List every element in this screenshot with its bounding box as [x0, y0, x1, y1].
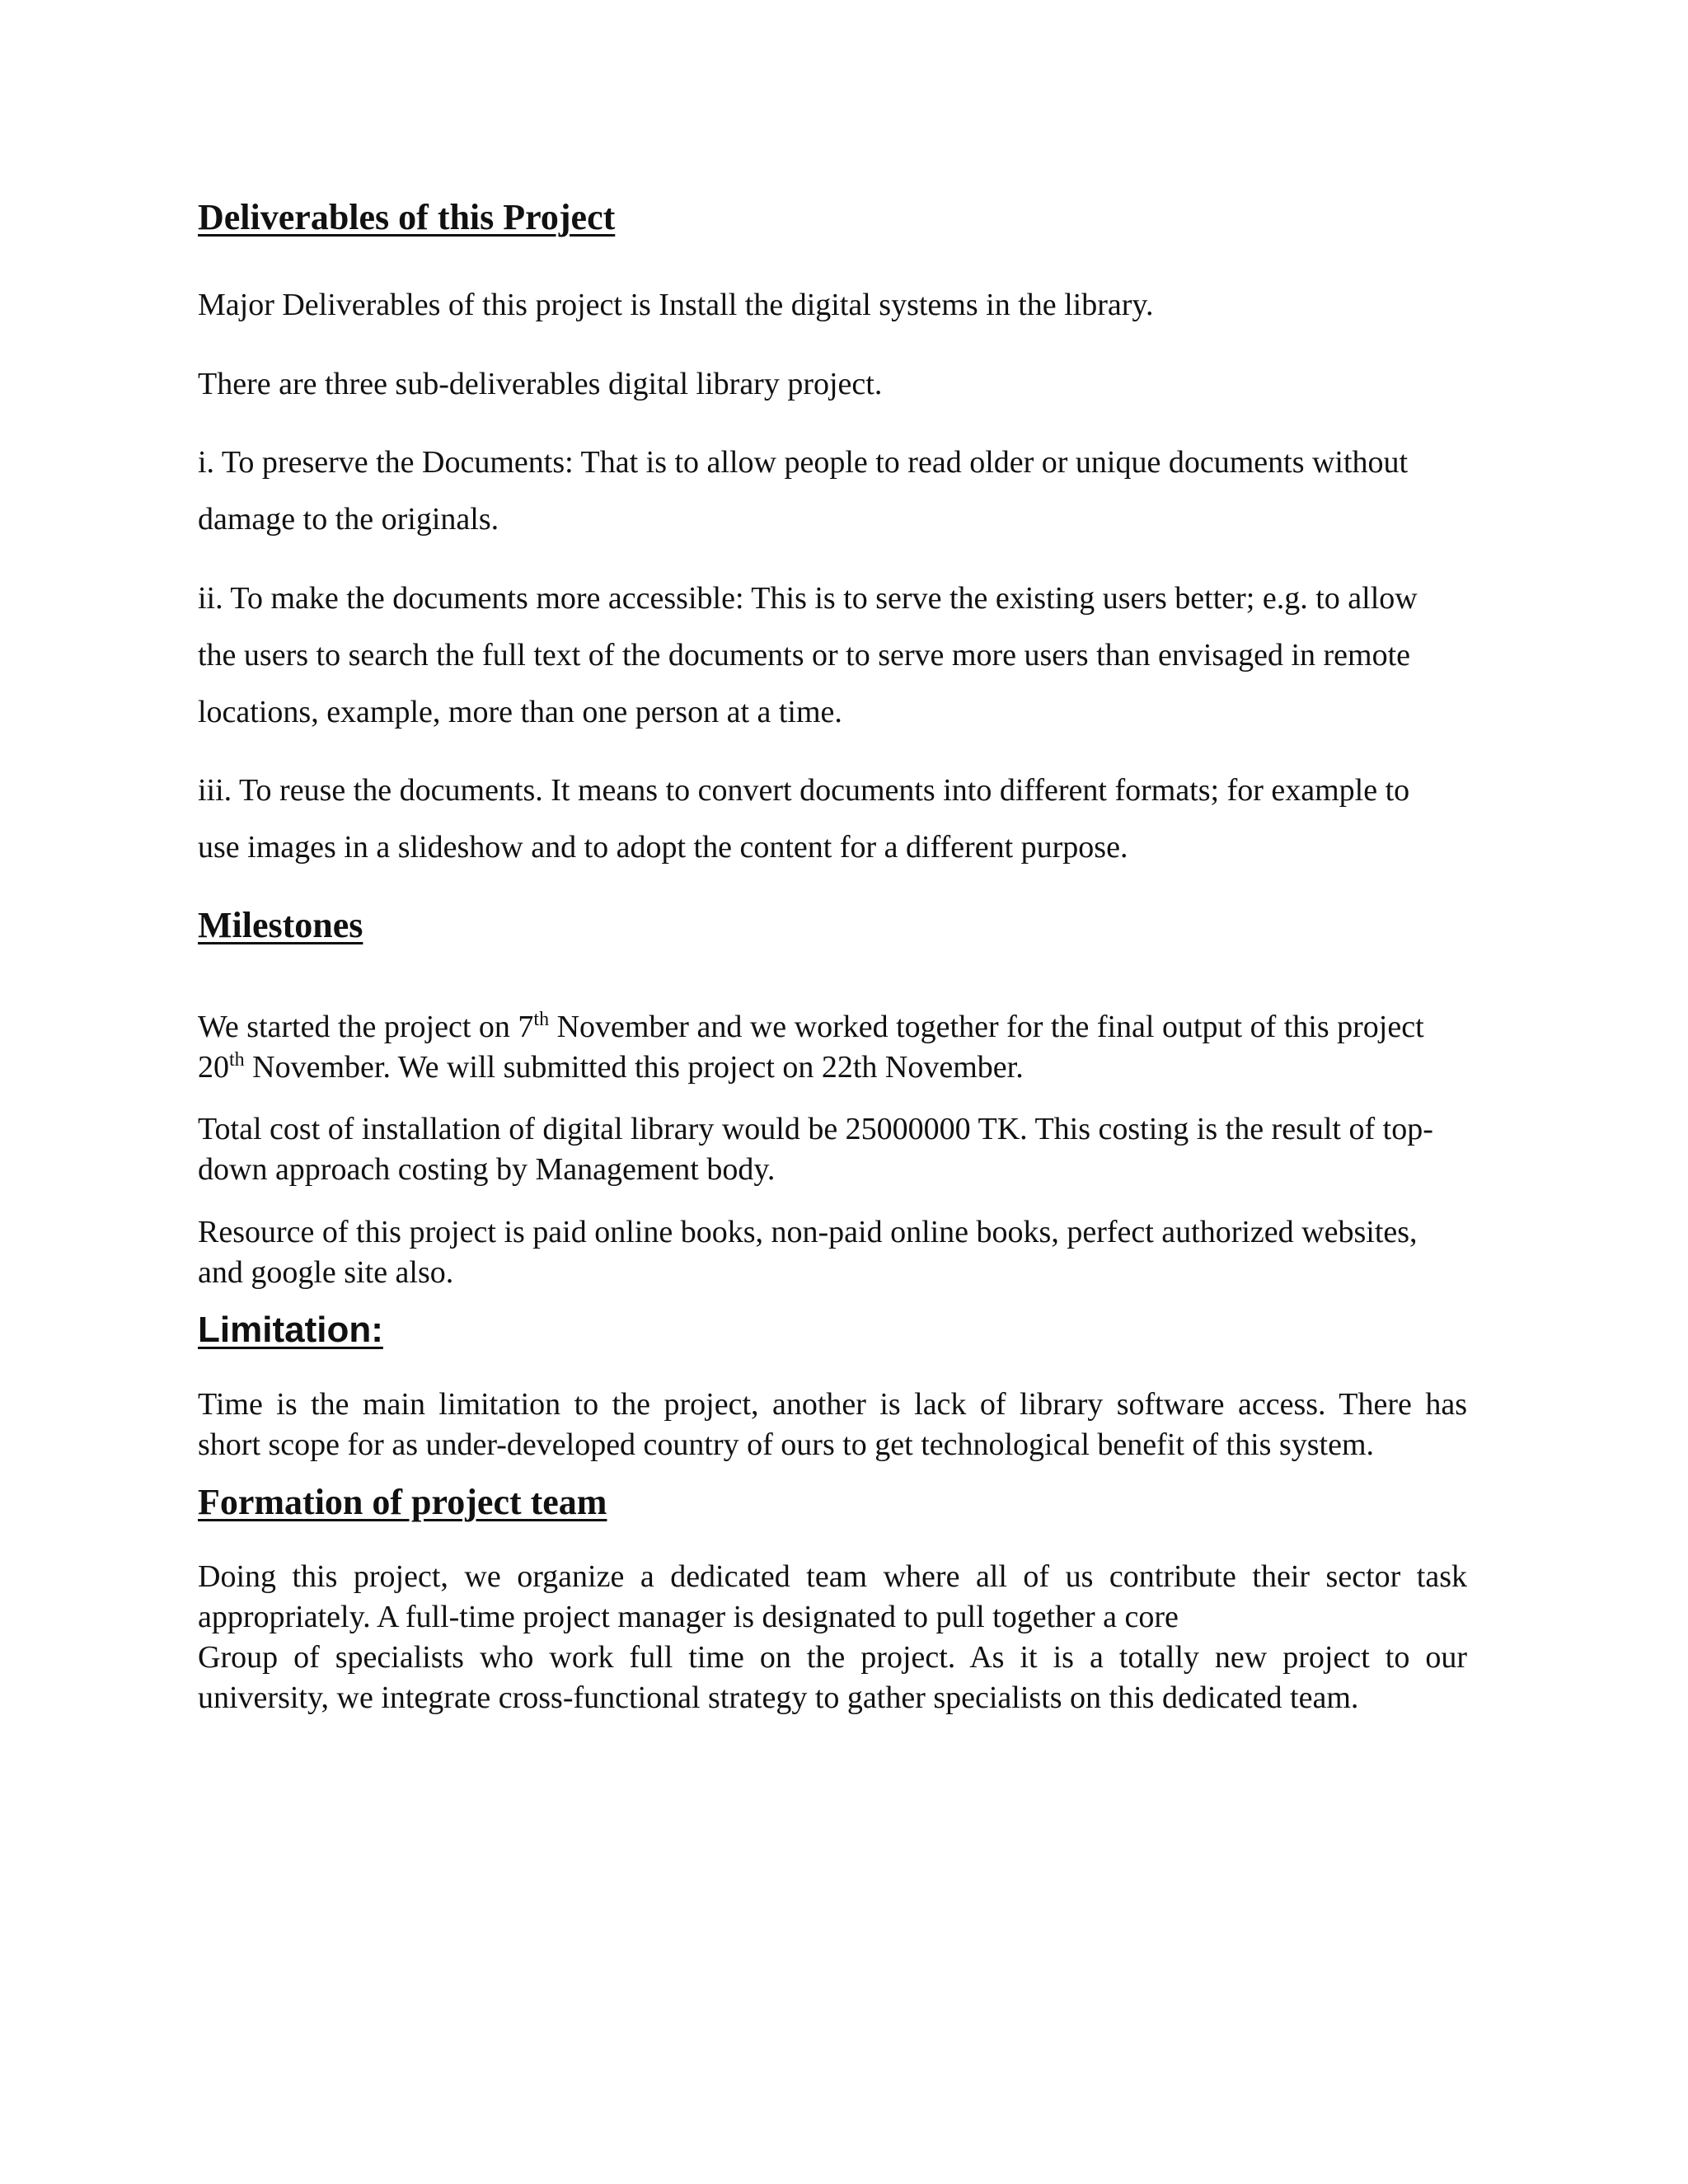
deliverables-intro: Major Deliverables of this project is Install the digital systems in the library. — [198, 288, 1154, 322]
milestones-p3-line-1: Resource of this project is paid online books, non-paid online books, perfect authorized websites, — [198, 1215, 1418, 1249]
milestones-p2-line-1: Total cost of installation of digital library would be 25000000 TK. This costing is the result of top- — [198, 1112, 1433, 1146]
milestones-p3-line-2: and google site also. — [198, 1255, 454, 1290]
limitation-line-2: short scope for as under-developed country of ours to get technological benefit of this system. — [198, 1427, 1375, 1462]
deliverable-item-3-line-1: iii. To reuse the documents. It means to convert documents into different formats; for example to — [198, 773, 1410, 808]
milestones-p1-line-2 — [198, 1047, 1467, 1088]
ordinal-suffix: th — [229, 1049, 245, 1071]
deliverable-item-1 — [198, 434, 1467, 548]
deliverable-item-2-line-1: ii. To make the documents more accessible: This is to serve the existing users better; e.g. to allow — [198, 581, 1418, 616]
milestones-heading: Milestones — [198, 905, 363, 945]
milestones-p1-line-1 — [198, 1007, 1467, 1047]
milestones-p1-text-c: 20 — [198, 1050, 229, 1085]
milestones-p1-text-b: November and we worked together for the final output of this project — [549, 1010, 1424, 1044]
deliverable-item-2-line-3: locations, example, more than one person at a time. — [198, 695, 842, 729]
team-line-1: Doing this project, we organize a dedicated team where all of us contribute their sector task — [198, 1559, 1467, 1594]
deliverable-item-3-line-2: use images in a slideshow and to adopt the content for a different purpose. — [198, 830, 1128, 865]
deliverable-item-1-line-2: damage to the originals. — [198, 502, 499, 537]
team-heading: Formation of project team — [198, 1482, 607, 1522]
team-line-4: university, we integrate cross-functional strategy to gather specialists on this dedicated team. — [198, 1680, 1359, 1715]
deliverables-heading: Deliverables of this Project — [198, 197, 616, 237]
limitation-paragraph — [198, 1385, 1467, 1465]
deliverable-item-1-line-1: i. To preserve the Documents: That is to allow people to read older or unique documents without — [198, 445, 1409, 480]
deliverables-sub-intro: There are three sub-deliverables digital library project. — [198, 367, 883, 401]
deliverable-item-2-line-2: the users to search the full text of the documents or to serve more users than envisaged in remote — [198, 638, 1410, 673]
milestones-p1-text-d: November. We will submitted this project on 22th November. — [244, 1050, 1024, 1085]
deliverable-item-2 — [198, 570, 1467, 741]
deliverable-item-3 — [198, 762, 1467, 876]
limitation-line-1: Time is the main limitation to the project, another is lack of library software access. There has — [198, 1387, 1467, 1422]
team-paragraph — [198, 1557, 1467, 1718]
milestones-paragraph-2 — [198, 1109, 1467, 1190]
milestones-p1-text-a: We started the project on 7 — [198, 1010, 534, 1044]
milestones-paragraph-1 — [198, 1007, 1467, 1088]
team-line-2: appropriately. A full-time project manager is designated to pull together a core — [198, 1600, 1179, 1634]
milestones-paragraph-3 — [198, 1212, 1467, 1293]
limitation-heading: Limitation: — [198, 1310, 383, 1350]
team-line-3: Group of specialists who work full time on the project. As it is a totally new project to our — [198, 1640, 1467, 1675]
milestones-p2-line-2: down approach costing by Management body. — [198, 1152, 776, 1187]
ordinal-suffix: th — [533, 1009, 550, 1030]
